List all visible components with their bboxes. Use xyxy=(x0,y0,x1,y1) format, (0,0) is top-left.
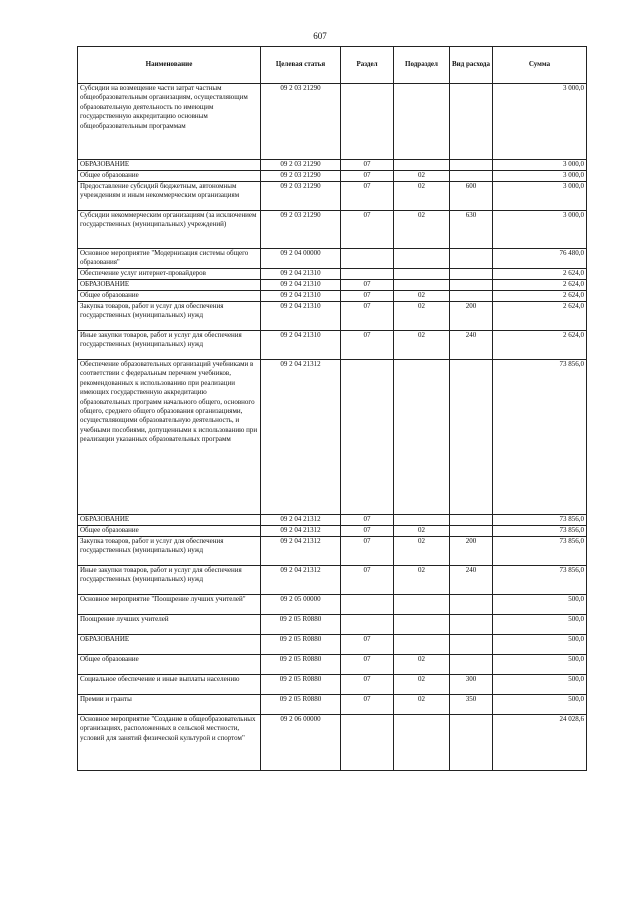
cell-expense-type: 200 xyxy=(450,537,493,566)
cell-subsection xyxy=(394,269,450,280)
cell-amount: 76 480,0 xyxy=(493,249,587,269)
cell-expense-type: 240 xyxy=(450,331,493,360)
table-row xyxy=(78,160,587,171)
cell-section: 07 xyxy=(341,171,394,182)
cell-section: 07 xyxy=(341,331,394,360)
cell-amount: 2 624,0 xyxy=(493,331,587,360)
cell-section xyxy=(341,595,394,615)
cell-section: 07 xyxy=(341,675,394,695)
cell-subsection xyxy=(394,160,450,171)
cell-expense-type xyxy=(450,160,493,171)
table-row xyxy=(78,182,587,211)
cell-name: Социальное обеспечение и иные выплаты населению xyxy=(78,675,261,695)
cell-code: 09 2 04 21312 xyxy=(261,526,341,537)
table-row xyxy=(78,615,587,635)
cell-name: Общее образование xyxy=(78,171,261,182)
cell-name: Иные закупки товаров, работ и услуг для обеспечения государственных (муниципальных) нужд xyxy=(78,331,261,360)
cell-expense-type xyxy=(450,635,493,655)
table-row xyxy=(78,84,587,160)
cell-subsection: 02 xyxy=(394,526,450,537)
cell-section xyxy=(341,249,394,269)
cell-subsection xyxy=(394,515,450,526)
table-row xyxy=(78,715,587,771)
cell-amount: 3 000,0 xyxy=(493,84,587,160)
cell-amount: 500,0 xyxy=(493,695,587,715)
cell-amount: 73 856,0 xyxy=(493,526,587,537)
table-row xyxy=(78,360,587,515)
cell-expense-type xyxy=(450,249,493,269)
cell-subsection: 02 xyxy=(394,655,450,675)
cell-subsection: 02 xyxy=(394,331,450,360)
cell-expense-type xyxy=(450,715,493,771)
cell-code: 09 2 04 00000 xyxy=(261,249,341,269)
cell-code: 09 2 05 R0880 xyxy=(261,635,341,655)
cell-amount: 2 624,0 xyxy=(493,280,587,291)
table-row xyxy=(78,280,587,291)
cell-amount: 3 000,0 xyxy=(493,211,587,249)
header-name: Наименование xyxy=(78,47,261,84)
cell-subsection: 02 xyxy=(394,566,450,595)
header-section: Раздел xyxy=(341,47,394,84)
cell-name: Премии и гранты xyxy=(78,695,261,715)
cell-expense-type xyxy=(450,595,493,615)
table-row xyxy=(78,655,587,675)
table-row xyxy=(78,595,587,615)
table-row xyxy=(78,302,587,331)
cell-code: 09 2 04 21310 xyxy=(261,269,341,280)
cell-subsection: 02 xyxy=(394,302,450,331)
cell-expense-type: 630 xyxy=(450,211,493,249)
cell-amount: 500,0 xyxy=(493,655,587,675)
cell-subsection xyxy=(394,84,450,160)
cell-subsection xyxy=(394,715,450,771)
cell-amount: 3 000,0 xyxy=(493,182,587,211)
cell-expense-type xyxy=(450,171,493,182)
cell-subsection xyxy=(394,280,450,291)
table-row xyxy=(78,291,587,302)
cell-section xyxy=(341,615,394,635)
cell-expense-type xyxy=(450,615,493,635)
cell-amount: 73 856,0 xyxy=(493,515,587,526)
cell-amount: 2 624,0 xyxy=(493,291,587,302)
cell-expense-type xyxy=(450,526,493,537)
cell-section: 07 xyxy=(341,566,394,595)
cell-section xyxy=(341,269,394,280)
cell-section xyxy=(341,84,394,160)
cell-code: 09 2 05 R0880 xyxy=(261,695,341,715)
cell-code: 09 2 04 21310 xyxy=(261,280,341,291)
cell-amount: 2 624,0 xyxy=(493,269,587,280)
table-row xyxy=(78,635,587,655)
cell-section: 07 xyxy=(341,655,394,675)
cell-expense-type xyxy=(450,515,493,526)
cell-subsection: 02 xyxy=(394,695,450,715)
cell-expense-type: 350 xyxy=(450,695,493,715)
page-number: 607 xyxy=(313,31,327,41)
cell-subsection: 02 xyxy=(394,211,450,249)
cell-amount: 500,0 xyxy=(493,635,587,655)
header-code: Целевая статья xyxy=(261,47,341,84)
table-row xyxy=(78,526,587,537)
table-row xyxy=(78,269,587,280)
header-subsection: Подраздел xyxy=(394,47,450,84)
cell-name: Закупка товаров, работ и услуг для обеспечения государственных (муниципальных) нужд xyxy=(78,302,261,331)
cell-section xyxy=(341,715,394,771)
cell-subsection: 02 xyxy=(394,171,450,182)
cell-code: 09 2 03 21290 xyxy=(261,160,341,171)
cell-name: Общее образование xyxy=(78,655,261,675)
header-amount: Сумма xyxy=(493,47,587,84)
cell-subsection xyxy=(394,249,450,269)
cell-subsection: 02 xyxy=(394,291,450,302)
cell-section: 07 xyxy=(341,211,394,249)
cell-name: Иные закупки товаров, работ и услуг для обеспечения государственных (муниципальных) нужд xyxy=(78,566,261,595)
cell-section: 07 xyxy=(341,291,394,302)
cell-subsection xyxy=(394,615,450,635)
cell-amount: 24 028,6 xyxy=(493,715,587,771)
table-row xyxy=(78,331,587,360)
cell-subsection: 02 xyxy=(394,182,450,211)
cell-code: 09 2 03 21290 xyxy=(261,84,341,160)
cell-expense-type xyxy=(450,280,493,291)
cell-name: Основное мероприятие "Модернизация системы общего образования" xyxy=(78,249,261,269)
cell-code: 09 2 05 R0880 xyxy=(261,655,341,675)
cell-code: 09 2 04 21312 xyxy=(261,360,341,515)
cell-code: 09 2 03 21290 xyxy=(261,211,341,249)
cell-code: 09 2 04 21312 xyxy=(261,566,341,595)
cell-section xyxy=(341,360,394,515)
cell-section: 07 xyxy=(341,695,394,715)
table-row xyxy=(78,537,587,566)
cell-code: 09 2 04 21312 xyxy=(261,537,341,566)
cell-expense-type xyxy=(450,360,493,515)
cell-amount: 73 856,0 xyxy=(493,566,587,595)
cell-name: ОБРАЗОВАНИЕ xyxy=(78,160,261,171)
cell-section: 07 xyxy=(341,635,394,655)
header-expense-type: Вид расхода xyxy=(450,47,493,84)
cell-expense-type xyxy=(450,655,493,675)
cell-code: 09 2 04 21312 xyxy=(261,515,341,526)
cell-expense-type: 300 xyxy=(450,675,493,695)
cell-section: 07 xyxy=(341,280,394,291)
cell-amount: 500,0 xyxy=(493,675,587,695)
table-row xyxy=(78,171,587,182)
cell-subsection: 02 xyxy=(394,537,450,566)
cell-name: Закупка товаров, работ и услуг для обеспечения государственных (муниципальных) нужд xyxy=(78,537,261,566)
cell-name: Основное мероприятие "Создание в общеобразовательных организациях, расположенных в сельской местности, условий для занятий физической культурой и спортом" xyxy=(78,715,261,771)
cell-code: 09 2 06 00000 xyxy=(261,715,341,771)
cell-name: Поощрение лучших учителей xyxy=(78,615,261,635)
cell-name: ОБРАЗОВАНИЕ xyxy=(78,280,261,291)
budget-table xyxy=(77,46,587,771)
cell-code: 09 2 05 00000 xyxy=(261,595,341,615)
cell-code: 09 2 04 21310 xyxy=(261,302,341,331)
cell-section: 07 xyxy=(341,182,394,211)
table-row xyxy=(78,695,587,715)
cell-name: Обеспечение образовательных организаций учебниками в соответствии с федеральным перечнем учебников, рекомендованных к использованию при реализации имеющих государственную аккредитацию образовательных программ начального общего, основного общего, среднего общего образования организациями, осуществляющими образовательную деятельность, и учебными пособиями, допущенными к использованию при реализации указанных образовательных программ xyxy=(78,360,261,515)
table-row xyxy=(78,211,587,249)
cell-code: 09 2 05 R0880 xyxy=(261,675,341,695)
cell-subsection xyxy=(394,595,450,615)
cell-amount: 500,0 xyxy=(493,615,587,635)
cell-subsection xyxy=(394,635,450,655)
table-row xyxy=(78,515,587,526)
cell-name: Основное мероприятие "Поощрение лучших учителей" xyxy=(78,595,261,615)
cell-section: 07 xyxy=(341,302,394,331)
cell-section: 07 xyxy=(341,160,394,171)
cell-code: 09 2 05 R0880 xyxy=(261,615,341,635)
cell-expense-type xyxy=(450,269,493,280)
cell-expense-type: 240 xyxy=(450,566,493,595)
cell-name: Предоставление субсидий бюджетным, автономным учреждениям и иным некоммерческим организациям xyxy=(78,182,261,211)
cell-amount: 73 856,0 xyxy=(493,537,587,566)
cell-amount: 500,0 xyxy=(493,595,587,615)
cell-amount: 3 000,0 xyxy=(493,160,587,171)
cell-name: Обеспечение услуг интернет-провайдеров xyxy=(78,269,261,280)
table-row xyxy=(78,566,587,595)
cell-name: Общее образование xyxy=(78,526,261,537)
cell-name: Субсидии на возмещение части затрат частным общеобразовательным организациям, осуществляющим образовательную деятельность по имеющим государственную аккредитацию основным общеобразовательным программам xyxy=(78,84,261,160)
cell-name: Субсидии некоммерческим организациям (за исключением государственных (муниципальных) учреждений) xyxy=(78,211,261,249)
cell-code: 09 2 04 21310 xyxy=(261,331,341,360)
cell-name: ОБРАЗОВАНИЕ xyxy=(78,635,261,655)
cell-amount: 2 624,0 xyxy=(493,302,587,331)
cell-code: 09 2 03 21290 xyxy=(261,182,341,211)
cell-section: 07 xyxy=(341,526,394,537)
cell-name: Общее образование xyxy=(78,291,261,302)
table-row xyxy=(78,249,587,269)
cell-expense-type xyxy=(450,84,493,160)
cell-expense-type: 200 xyxy=(450,302,493,331)
table-header-row xyxy=(78,47,587,84)
cell-section: 07 xyxy=(341,537,394,566)
cell-amount: 3 000,0 xyxy=(493,171,587,182)
cell-subsection: 02 xyxy=(394,675,450,695)
cell-amount: 73 856,0 xyxy=(493,360,587,515)
cell-expense-type xyxy=(450,291,493,302)
cell-expense-type: 600 xyxy=(450,182,493,211)
cell-name: ОБРАЗОВАНИЕ xyxy=(78,515,261,526)
cell-subsection xyxy=(394,360,450,515)
cell-code: 09 2 04 21310 xyxy=(261,291,341,302)
table-row xyxy=(78,675,587,695)
cell-section: 07 xyxy=(341,515,394,526)
cell-code: 09 2 03 21290 xyxy=(261,171,341,182)
